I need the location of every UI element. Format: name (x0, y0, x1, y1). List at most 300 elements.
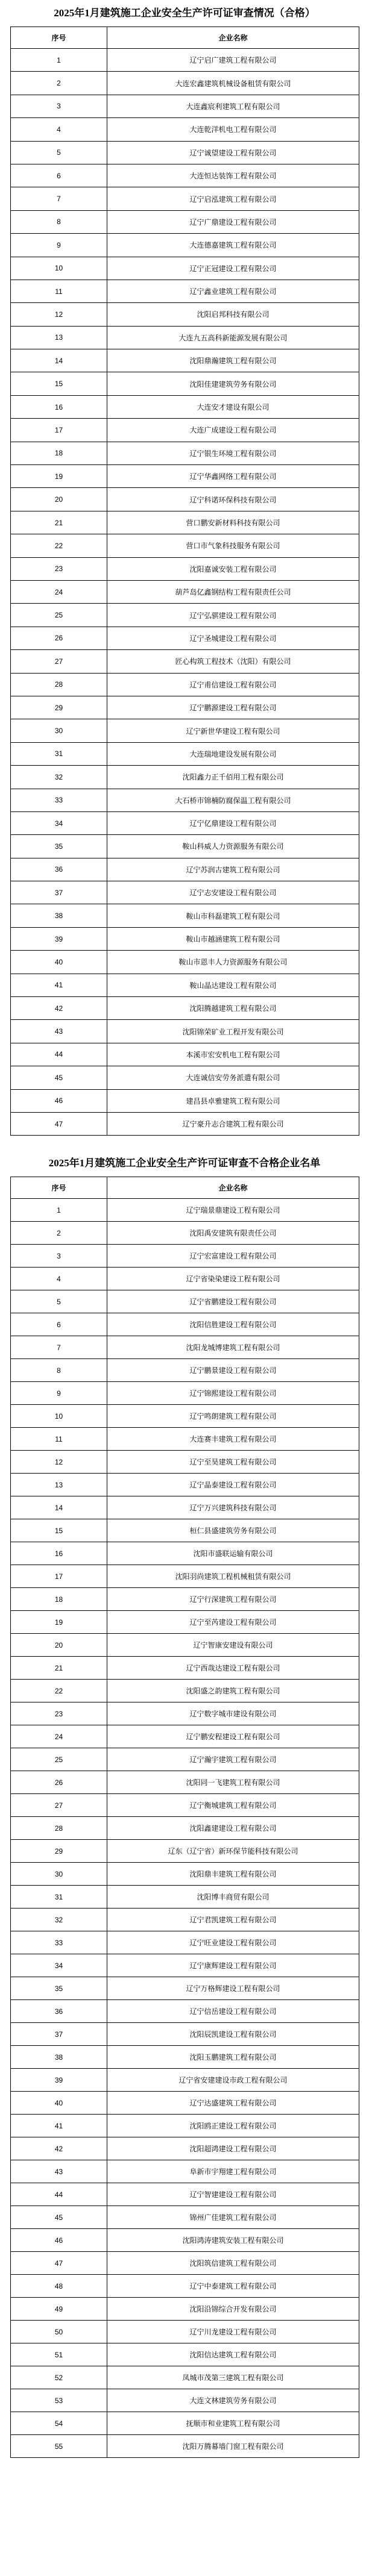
table-row (11, 2046, 359, 2069)
company-name: 辽宁旺业建设工程有限公司 (107, 1931, 359, 1954)
table-header-row (11, 27, 359, 49)
company-name: 沈阳嘉诚安装工程有限公司 (107, 557, 359, 580)
table-row (11, 557, 359, 580)
company-name: 本溪市宏安机电工程有限公司 (107, 1043, 359, 1066)
company-name: 辽宁新世华建设工程有限公司 (107, 719, 359, 742)
company-name: 鞍山市恩丰人力资源服务有限公司 (107, 951, 359, 974)
company-name: 辽宁省鹏建设工程有限公司 (107, 1290, 359, 1313)
table-row (11, 1886, 359, 1909)
company-name: 辽宁至昊建筑工程有限公司 (107, 1451, 359, 1474)
table-row (11, 673, 359, 696)
table-row (11, 2069, 359, 2092)
row-number: 8 (11, 210, 107, 233)
row-number: 17 (11, 1565, 107, 1588)
company-name: 辽宁衡城建筑工程有限公司 (107, 1794, 359, 1817)
company-name: 大连德嘉建筑工程有限公司 (107, 234, 359, 257)
company-name: 大连九五高科新能源发展有限公司 (107, 326, 359, 349)
company-name: 沈阳腾越建筑工程有限公司 (107, 997, 359, 1020)
row-number: 55 (11, 2435, 107, 2458)
company-name: 沈阳沿锦综合开发有限公司 (107, 2298, 359, 2321)
company-name: 辽宁科诺环保科技有限公司 (107, 488, 359, 511)
table-row (11, 1863, 359, 1886)
row-number: 14 (11, 349, 107, 372)
company-name: 辽宁华鑫网络工程有限公司 (107, 465, 359, 488)
company-name: 沈阳龙城博建筑工程有限公司 (107, 1336, 359, 1359)
row-number: 34 (11, 811, 107, 834)
section2-title: 2025年1月建筑施工企业安全生产许可证审查不合格企业名单 (48, 1157, 321, 1169)
company-name: 辽宁鸣朗建筑工程有限公司 (107, 1405, 359, 1428)
table-row (11, 1565, 359, 1588)
table-row (11, 303, 359, 326)
table-row (11, 1519, 359, 1542)
row-number: 24 (11, 580, 107, 603)
row-number: 35 (11, 1977, 107, 2000)
row-number: 20 (11, 1634, 107, 1657)
row-number: 16 (11, 395, 107, 418)
table-row (11, 419, 359, 442)
company-name: 辽宁君凯建筑工程有限公司 (107, 1909, 359, 1931)
company-name: 大连诚信安劳务派遣有限公司 (107, 1066, 359, 1089)
company-name: 沈阳鑫建建设工程有限公司 (107, 1817, 359, 1840)
row-number: 36 (11, 2000, 107, 2023)
row-number: 18 (11, 442, 107, 464)
company-name: 辽宁中泰建筑工程有限公司 (107, 2275, 359, 2298)
table-row (11, 719, 359, 742)
row-number: 3 (11, 95, 107, 117)
company-name: 大连乾洋机电工程有限公司 (107, 118, 359, 141)
row-number: 32 (11, 1909, 107, 1931)
row-number: 37 (11, 2023, 107, 2046)
company-name: 辽宁川龙建设工程有限公司 (107, 2321, 359, 2343)
row-number: 6 (11, 164, 107, 187)
row-number: 1 (11, 49, 107, 72)
company-name: 辽宁省染染建设工程有限公司 (107, 1268, 359, 1290)
company-name: 沈阳羽尚建筑工程机械租赁有限公司 (107, 1565, 359, 1588)
row-number: 4 (11, 118, 107, 141)
row-number: 10 (11, 257, 107, 280)
row-number: 23 (11, 557, 107, 580)
company-name: 鞍山市越涵建筑工程有限公司 (107, 927, 359, 950)
table-row (11, 234, 359, 257)
row-number: 45 (11, 1066, 107, 1089)
company-name: 辽宁苏润古建筑工程有限公司 (107, 858, 359, 881)
company-name: 营口市气象科技服务有限公司 (107, 534, 359, 557)
table-row (11, 2389, 359, 2412)
table-row (11, 951, 359, 974)
row-number: 1 (11, 1199, 107, 1222)
row-number: 30 (11, 1863, 107, 1886)
table-row (11, 1680, 359, 1702)
company-name: 沈阳超鸿建设工程有限公司 (107, 2137, 359, 2160)
table-row (11, 881, 359, 904)
row-number: 47 (11, 2252, 107, 2275)
company-name: 大连瑞地建设发展有限公司 (107, 742, 359, 765)
company-name: 沈阳筑信建筑工程有限公司 (107, 2252, 359, 2275)
table-row (11, 118, 359, 141)
table-row (11, 1359, 359, 1382)
company-name: 鞍山科威人力资源服务有限公司 (107, 835, 359, 858)
company-name: 辽宁宏富建设工程有限公司 (107, 1245, 359, 1268)
row-number: 48 (11, 2275, 107, 2298)
row-number: 35 (11, 835, 107, 858)
row-number: 27 (11, 1794, 107, 1817)
row-number: 9 (11, 1382, 107, 1405)
row-number: 40 (11, 2092, 107, 2115)
row-number: 39 (11, 927, 107, 950)
table-row (11, 349, 359, 372)
company-name: 沈阳同一飞建筑工程有限公司 (107, 1771, 359, 1794)
table-row (11, 1089, 359, 1112)
table-row (11, 95, 359, 117)
table-row (11, 604, 359, 627)
company-name: 沈阳鼎丰建筑工程有限公司 (107, 1863, 359, 1886)
row-number: 43 (11, 2160, 107, 2183)
table-row (11, 2160, 359, 2183)
column-header-name: 企业名称 (107, 27, 359, 49)
row-number: 22 (11, 534, 107, 557)
table-row (11, 2023, 359, 2046)
company-name: 辽宁康辉建设工程有限公司 (107, 1954, 359, 1977)
company-name: 辽宁鹏景建设工程有限公司 (107, 1359, 359, 1382)
table-row (11, 2115, 359, 2137)
section1-title: 2025年1月建筑施工企业安全生产许可证审查情况（合格） (54, 7, 315, 19)
row-number: 9 (11, 234, 107, 257)
row-number: 30 (11, 719, 107, 742)
company-name: 大石桥市锦楠防腐保温工程有限公司 (107, 789, 359, 811)
row-number: 4 (11, 1268, 107, 1290)
company-name: 凤城市茂第三建筑工程有限公司 (107, 2366, 359, 2389)
table-row (11, 511, 359, 534)
row-number: 37 (11, 881, 107, 904)
row-number: 46 (11, 2229, 107, 2252)
company-name: 辽宁瀚宇建筑工程有限公司 (107, 1748, 359, 1771)
row-number: 11 (11, 1428, 107, 1451)
table-row (11, 1043, 359, 1066)
row-number: 31 (11, 742, 107, 765)
company-name: 辽宁锦熙建设工程有限公司 (107, 1382, 359, 1405)
row-number: 26 (11, 1771, 107, 1794)
row-number: 44 (11, 2183, 107, 2206)
table-row (11, 2412, 359, 2435)
company-name: 沈阳鸥正建设工程有限公司 (107, 2115, 359, 2137)
table-row (11, 766, 359, 789)
company-name: 鞍山市科磊建筑工程有限公司 (107, 904, 359, 927)
table-row (11, 395, 359, 418)
row-number: 12 (11, 303, 107, 326)
row-number: 26 (11, 627, 107, 649)
column-header-no: 序号 (11, 1177, 107, 1199)
company-name: 营口鹏安新材料科技有限公司 (107, 511, 359, 534)
row-number: 42 (11, 997, 107, 1020)
table-row (11, 974, 359, 996)
unqualified-companies-table (10, 1177, 359, 2458)
row-number: 39 (11, 2069, 107, 2092)
table-row (11, 1702, 359, 1725)
table-row (11, 280, 359, 302)
table-row (11, 696, 359, 719)
table-row (11, 1611, 359, 1634)
row-number: 29 (11, 696, 107, 719)
row-number: 25 (11, 1748, 107, 1771)
company-name: 沈阳鸿涛建筑安装工程有限公司 (107, 2229, 359, 2252)
table-row (11, 2275, 359, 2298)
table-row (11, 257, 359, 280)
table-row (11, 1542, 359, 1565)
row-number: 28 (11, 1817, 107, 1840)
row-number: 33 (11, 789, 107, 811)
row-number: 47 (11, 1112, 107, 1135)
table-row (11, 488, 359, 511)
table-row (11, 1634, 359, 1657)
company-name: 辽宁晶泰建设工程有限公司 (107, 1474, 359, 1496)
company-name: 沈阳博丰商贸有限公司 (107, 1886, 359, 1909)
company-name: 辽宁银生环境工程有限公司 (107, 442, 359, 464)
table-row (11, 141, 359, 164)
company-name: 沈阳辰凯建设工程有限公司 (107, 2023, 359, 2046)
row-number: 15 (11, 372, 107, 395)
table-row (11, 1222, 359, 1245)
table-row (11, 1977, 359, 2000)
row-number: 45 (11, 2206, 107, 2229)
row-number: 49 (11, 2298, 107, 2321)
company-name: 辽宁鑫业建筑工程有限公司 (107, 280, 359, 302)
table-row (11, 1725, 359, 1748)
table-row (11, 1336, 359, 1359)
row-number: 19 (11, 1611, 107, 1634)
table-row (11, 1588, 359, 1611)
row-number: 22 (11, 1680, 107, 1702)
table-row (11, 1909, 359, 1931)
company-name: 辽宁瑞景鼎建设工程有限公司 (107, 1199, 359, 1222)
table-row (11, 210, 359, 233)
table-row (11, 2000, 359, 2023)
row-number: 52 (11, 2366, 107, 2389)
row-number: 21 (11, 1657, 107, 1680)
table-row (11, 442, 359, 464)
row-number: 27 (11, 650, 107, 673)
row-number: 19 (11, 465, 107, 488)
company-name: 沈阳玉鹏建筑工程有限公司 (107, 2046, 359, 2069)
table-row (11, 1817, 359, 1840)
company-name: 大连鑫宸利建筑工程有限公司 (107, 95, 359, 117)
column-header-name: 企业名称 (107, 1177, 359, 1199)
company-name: 大连恒达装饰工程有限公司 (107, 164, 359, 187)
table-row (11, 1290, 359, 1313)
row-number: 3 (11, 1245, 107, 1268)
row-number: 17 (11, 419, 107, 442)
company-name: 辽宁志安建设工程有限公司 (107, 881, 359, 904)
company-name: 辽宁数字城市建设有限公司 (107, 1702, 359, 1725)
company-name: 沈阳市盛联运输有限公司 (107, 1542, 359, 1565)
company-name: 辽宁至芮建设工程有限公司 (107, 1611, 359, 1634)
table-row (11, 927, 359, 950)
row-number: 7 (11, 1336, 107, 1359)
table-row (11, 2298, 359, 2321)
company-name: 辽宁启广建筑工程有限公司 (107, 49, 359, 72)
company-name: 沈阳鼎瀚建筑工程有限公司 (107, 349, 359, 372)
row-number: 18 (11, 1588, 107, 1611)
company-name: 沈阳信胜建设工程有限公司 (107, 1313, 359, 1336)
qualified-companies-table (10, 27, 359, 1136)
table-row (11, 2229, 359, 2252)
company-name: 大连文林建筑劳务有限公司 (107, 2389, 359, 2412)
table-row (11, 811, 359, 834)
table-row (11, 2092, 359, 2115)
row-number: 15 (11, 1519, 107, 1542)
company-name: 桓仁县盛建筑劳务有限公司 (107, 1519, 359, 1542)
company-name: 辽宁甫信建设工程有限公司 (107, 673, 359, 696)
company-name: 大连宏鑫建筑机械设备租赁有限公司 (107, 72, 359, 95)
company-name: 沈阳佳建建筑劳务有限公司 (107, 372, 359, 395)
row-number: 10 (11, 1405, 107, 1428)
company-name: 沈阳盛之韵建筑工程有限公司 (107, 1680, 359, 1702)
table-row (11, 72, 359, 95)
table-row (11, 1112, 359, 1135)
table-row (11, 997, 359, 1020)
row-number: 13 (11, 1474, 107, 1496)
company-name: 沈阳鑫力正千佰用工程有限公司 (107, 766, 359, 789)
row-number: 20 (11, 488, 107, 511)
company-name: 辽宁省安建建设市政工程有限公司 (107, 2069, 359, 2092)
row-number: 42 (11, 2137, 107, 2160)
row-number: 13 (11, 326, 107, 349)
table-header-row (11, 1177, 359, 1199)
table-row (11, 742, 359, 765)
table-row (11, 904, 359, 927)
row-number: 34 (11, 1954, 107, 1977)
column-header-no: 序号 (11, 27, 107, 49)
company-name: 阜新市宇翔建工程有限公司 (107, 2160, 359, 2183)
row-number: 11 (11, 280, 107, 302)
company-name: 辽宁豪升志合建筑工程有限公司 (107, 1112, 359, 1135)
table-row (11, 1199, 359, 1222)
table-row (11, 1405, 359, 1428)
row-number: 24 (11, 1725, 107, 1748)
row-number: 53 (11, 2389, 107, 2412)
company-name: 辽宁智康安建设有限公司 (107, 1634, 359, 1657)
row-number: 43 (11, 1020, 107, 1043)
company-name: 辽东（辽宁省）新环保节能科技有限公司 (107, 1840, 359, 1863)
company-name: 辽宁正冠建设工程有限公司 (107, 257, 359, 280)
company-name: 葫芦岛亿鑫钢结构工程有限责任公司 (107, 580, 359, 603)
company-name: 大连赛丰建筑工程有限公司 (107, 1428, 359, 1451)
row-number: 33 (11, 1931, 107, 1954)
row-number: 32 (11, 766, 107, 789)
table-row (11, 1313, 359, 1336)
table-row (11, 1245, 359, 1268)
table-row (11, 1382, 359, 1405)
row-number: 6 (11, 1313, 107, 1336)
row-number: 5 (11, 141, 107, 164)
table-row (11, 1840, 359, 1863)
table-row (11, 1451, 359, 1474)
company-name: 锦州广佳建筑工程有限公司 (107, 2206, 359, 2229)
table-row (11, 2435, 359, 2458)
row-number: 40 (11, 951, 107, 974)
table-row (11, 580, 359, 603)
table-row (11, 2183, 359, 2206)
row-number: 23 (11, 1702, 107, 1725)
company-name: 辽宁广鼎建设工程有限公司 (107, 210, 359, 233)
company-name: 匠心构筑工程技术（沈阳）有限公司 (107, 650, 359, 673)
company-name: 辽宁信岳建设工程有限公司 (107, 2000, 359, 2023)
table-row (11, 49, 359, 72)
table-row (11, 1474, 359, 1496)
row-number: 29 (11, 1840, 107, 1863)
company-name: 沈阳信达建筑工程有限公司 (107, 2343, 359, 2366)
company-name: 沈阳万腾幕墙门窗工程有限公司 (107, 2435, 359, 2458)
row-number: 51 (11, 2343, 107, 2366)
table-row (11, 1748, 359, 1771)
company-name: 辽宁鹏源建设工程有限公司 (107, 696, 359, 719)
table-row (11, 1657, 359, 1680)
table-row (11, 789, 359, 811)
row-number: 8 (11, 1359, 107, 1382)
row-number: 50 (11, 2321, 107, 2343)
table-row (11, 326, 359, 349)
company-name: 辽宁智建建设工程有限公司 (107, 2183, 359, 2206)
row-number: 36 (11, 858, 107, 881)
row-number: 54 (11, 2412, 107, 2435)
company-name: 建昌县卓雅建筑工程有限公司 (107, 1089, 359, 1112)
table-row (11, 1428, 359, 1451)
table-row (11, 465, 359, 488)
company-name: 沈阳锦荣矿业工程开发有限公司 (107, 1020, 359, 1043)
row-number: 14 (11, 1496, 107, 1519)
company-name: 抚顺市和业建筑工程有限公司 (107, 2412, 359, 2435)
company-name: 辽宁万兴建筑科技有限公司 (107, 1496, 359, 1519)
row-number: 46 (11, 1089, 107, 1112)
table-row (11, 372, 359, 395)
row-number: 2 (11, 72, 107, 95)
company-name: 辽宁亿鼎建设工程有限公司 (107, 811, 359, 834)
table-row (11, 858, 359, 881)
table-row (11, 534, 359, 557)
row-number: 41 (11, 974, 107, 996)
company-name: 辽宁启泓建筑工程有限公司 (107, 187, 359, 210)
row-number: 25 (11, 604, 107, 627)
row-number: 21 (11, 511, 107, 534)
table-row (11, 627, 359, 649)
table-row (11, 2252, 359, 2275)
table-row (11, 1931, 359, 1954)
table-row (11, 1771, 359, 1794)
company-name: 辽宁达盛建筑工程有限公司 (107, 2092, 359, 2115)
table-row (11, 1496, 359, 1519)
company-name: 辽宁鹏安程建设工程有限公司 (107, 1725, 359, 1748)
table-row (11, 2206, 359, 2229)
company-name: 大连安才建设有限公司 (107, 395, 359, 418)
company-name: 大连广成建设工程有限公司 (107, 419, 359, 442)
row-number: 31 (11, 1886, 107, 1909)
company-name: 辽宁圣城建设工程有限公司 (107, 627, 359, 649)
table-row (11, 1954, 359, 1977)
table-row (11, 2137, 359, 2160)
company-name: 沈阳启邦科技有限公司 (107, 303, 359, 326)
row-number: 16 (11, 1542, 107, 1565)
row-number: 7 (11, 187, 107, 210)
table-row (11, 2343, 359, 2366)
row-number: 38 (11, 904, 107, 927)
table-row (11, 1066, 359, 1089)
row-number: 38 (11, 2046, 107, 2069)
table-row (11, 2321, 359, 2343)
table-row (11, 164, 359, 187)
company-name: 辽宁万格辉建设工程有限公司 (107, 1977, 359, 2000)
row-number: 41 (11, 2115, 107, 2137)
company-name: 沈阳禹安建筑有限责任公司 (107, 1222, 359, 1245)
row-number: 44 (11, 1043, 107, 1066)
